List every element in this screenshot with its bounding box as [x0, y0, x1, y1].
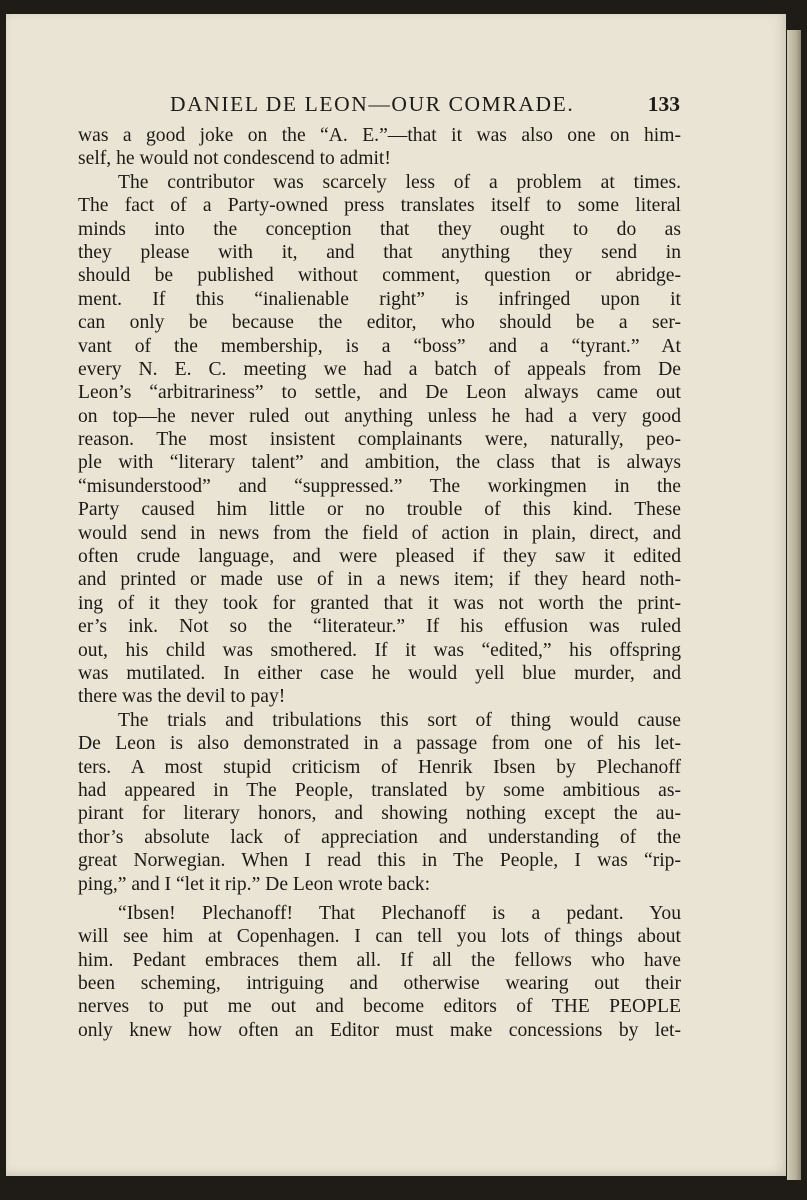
page-edge [787, 30, 801, 1180]
text-line: er’s ink. Not so the “literateur.” If his effusion was ruled [78, 616, 681, 638]
text-line: Leon’s “arbitrariness” to settle, and De Leon always came out [78, 382, 681, 404]
text-line: vant of the membership, is a “boss” and a “tyrant.” At [78, 335, 681, 357]
text-line: ing of it they took for granted that it was not worth the print- [78, 592, 681, 614]
text-line: pirant for literary honors, and showing nothing except the au- [78, 803, 681, 825]
text-line: on top—he never ruled out anything unless he had a very good [78, 405, 681, 427]
paragraph [78, 902, 681, 1042]
text-line: “Ibsen! Plechanoff! That Plechanoff is a pedant. You [118, 902, 681, 924]
paragraph [78, 709, 681, 896]
text-line: reason. The most insistent complainants were, naturally, peo- [78, 429, 681, 451]
text-line: often crude language, and were pleased if they saw it edited [78, 546, 681, 568]
text-line: self, he would not condescend to admit! [78, 148, 391, 170]
text-line: thor’s absolute lack of appreciation and understanding of the [78, 826, 681, 848]
running-head: DANIEL DE LEON—OUR COMRADE. [170, 92, 575, 116]
text-line: The contributor was scarcely less of a problem at times. [118, 171, 681, 193]
text-line: out, his child was smothered. If it was “edited,” his offspring [78, 639, 681, 661]
text-line: there was the devil to pay! [78, 686, 286, 708]
text-line: ters. A most stupid criticism of Henrik Ibsen by Plechanoff [78, 756, 681, 778]
text-line: great Norwegian. When I read this in The People, I was “rip- [78, 850, 681, 872]
text-line: they please with it, and that anything they send in [78, 241, 681, 263]
text-line: only knew how often an Editor must make concessions by let- [78, 1019, 681, 1041]
text-line: should be published without comment, question or abridge- [78, 265, 681, 287]
text-line: ment. If this “inalienable right” is infringed upon it [78, 288, 681, 310]
paragraph [78, 171, 681, 709]
text-line: The fact of a Party-owned press translates itself to some literal [78, 195, 681, 217]
text-line: will see him at Copenhagen. I can tell you lots of things about [78, 926, 681, 948]
text-line: every N. E. C. meeting we had a batch of appeals from De [78, 358, 681, 380]
text-line: The trials and tribulations this sort of thing would cause [118, 709, 681, 731]
text-line: nerves to put me out and become editors of THE PEOPLE [78, 996, 681, 1018]
text-line: had appeared in The People, translated by some ambitious as- [78, 779, 681, 801]
text-line: would send in news from the field of action in plain, direct, and [78, 522, 681, 544]
text-line: De Leon is also demonstrated in a passage from one of his let- [78, 733, 681, 755]
text-line: ping,” and I “let it rip.” De Leon wrote back: [78, 873, 431, 895]
page-header [170, 92, 690, 122]
text-line: Party caused him little or no trouble of this kind. These [78, 499, 681, 521]
text-line: was a good joke on the “A. E.”—that it was also one on him- [78, 125, 681, 146]
text-line: was mutilated. In either case he would yell blue murder, and [78, 662, 681, 684]
text-line: him. Pedant embraces them all. If all the fellows who have [78, 949, 681, 971]
page-number: 133 [647, 92, 680, 116]
text-line: minds into the conception that they ought to do as [78, 218, 681, 240]
text-line: can only be because the editor, who should be a ser- [78, 312, 681, 334]
text-line: “misunderstood” and “suppressed.” The workingmen in the [78, 475, 681, 497]
body-text [78, 124, 681, 1042]
text-line: been scheming, intriguing and otherwise wearing out their [78, 973, 681, 995]
text-line: and printed or made use of in a news item; if they heard noth- [78, 569, 681, 591]
paragraph [78, 124, 681, 171]
text-line: ple with “literary talent” and ambition, the class that is always [78, 452, 681, 474]
